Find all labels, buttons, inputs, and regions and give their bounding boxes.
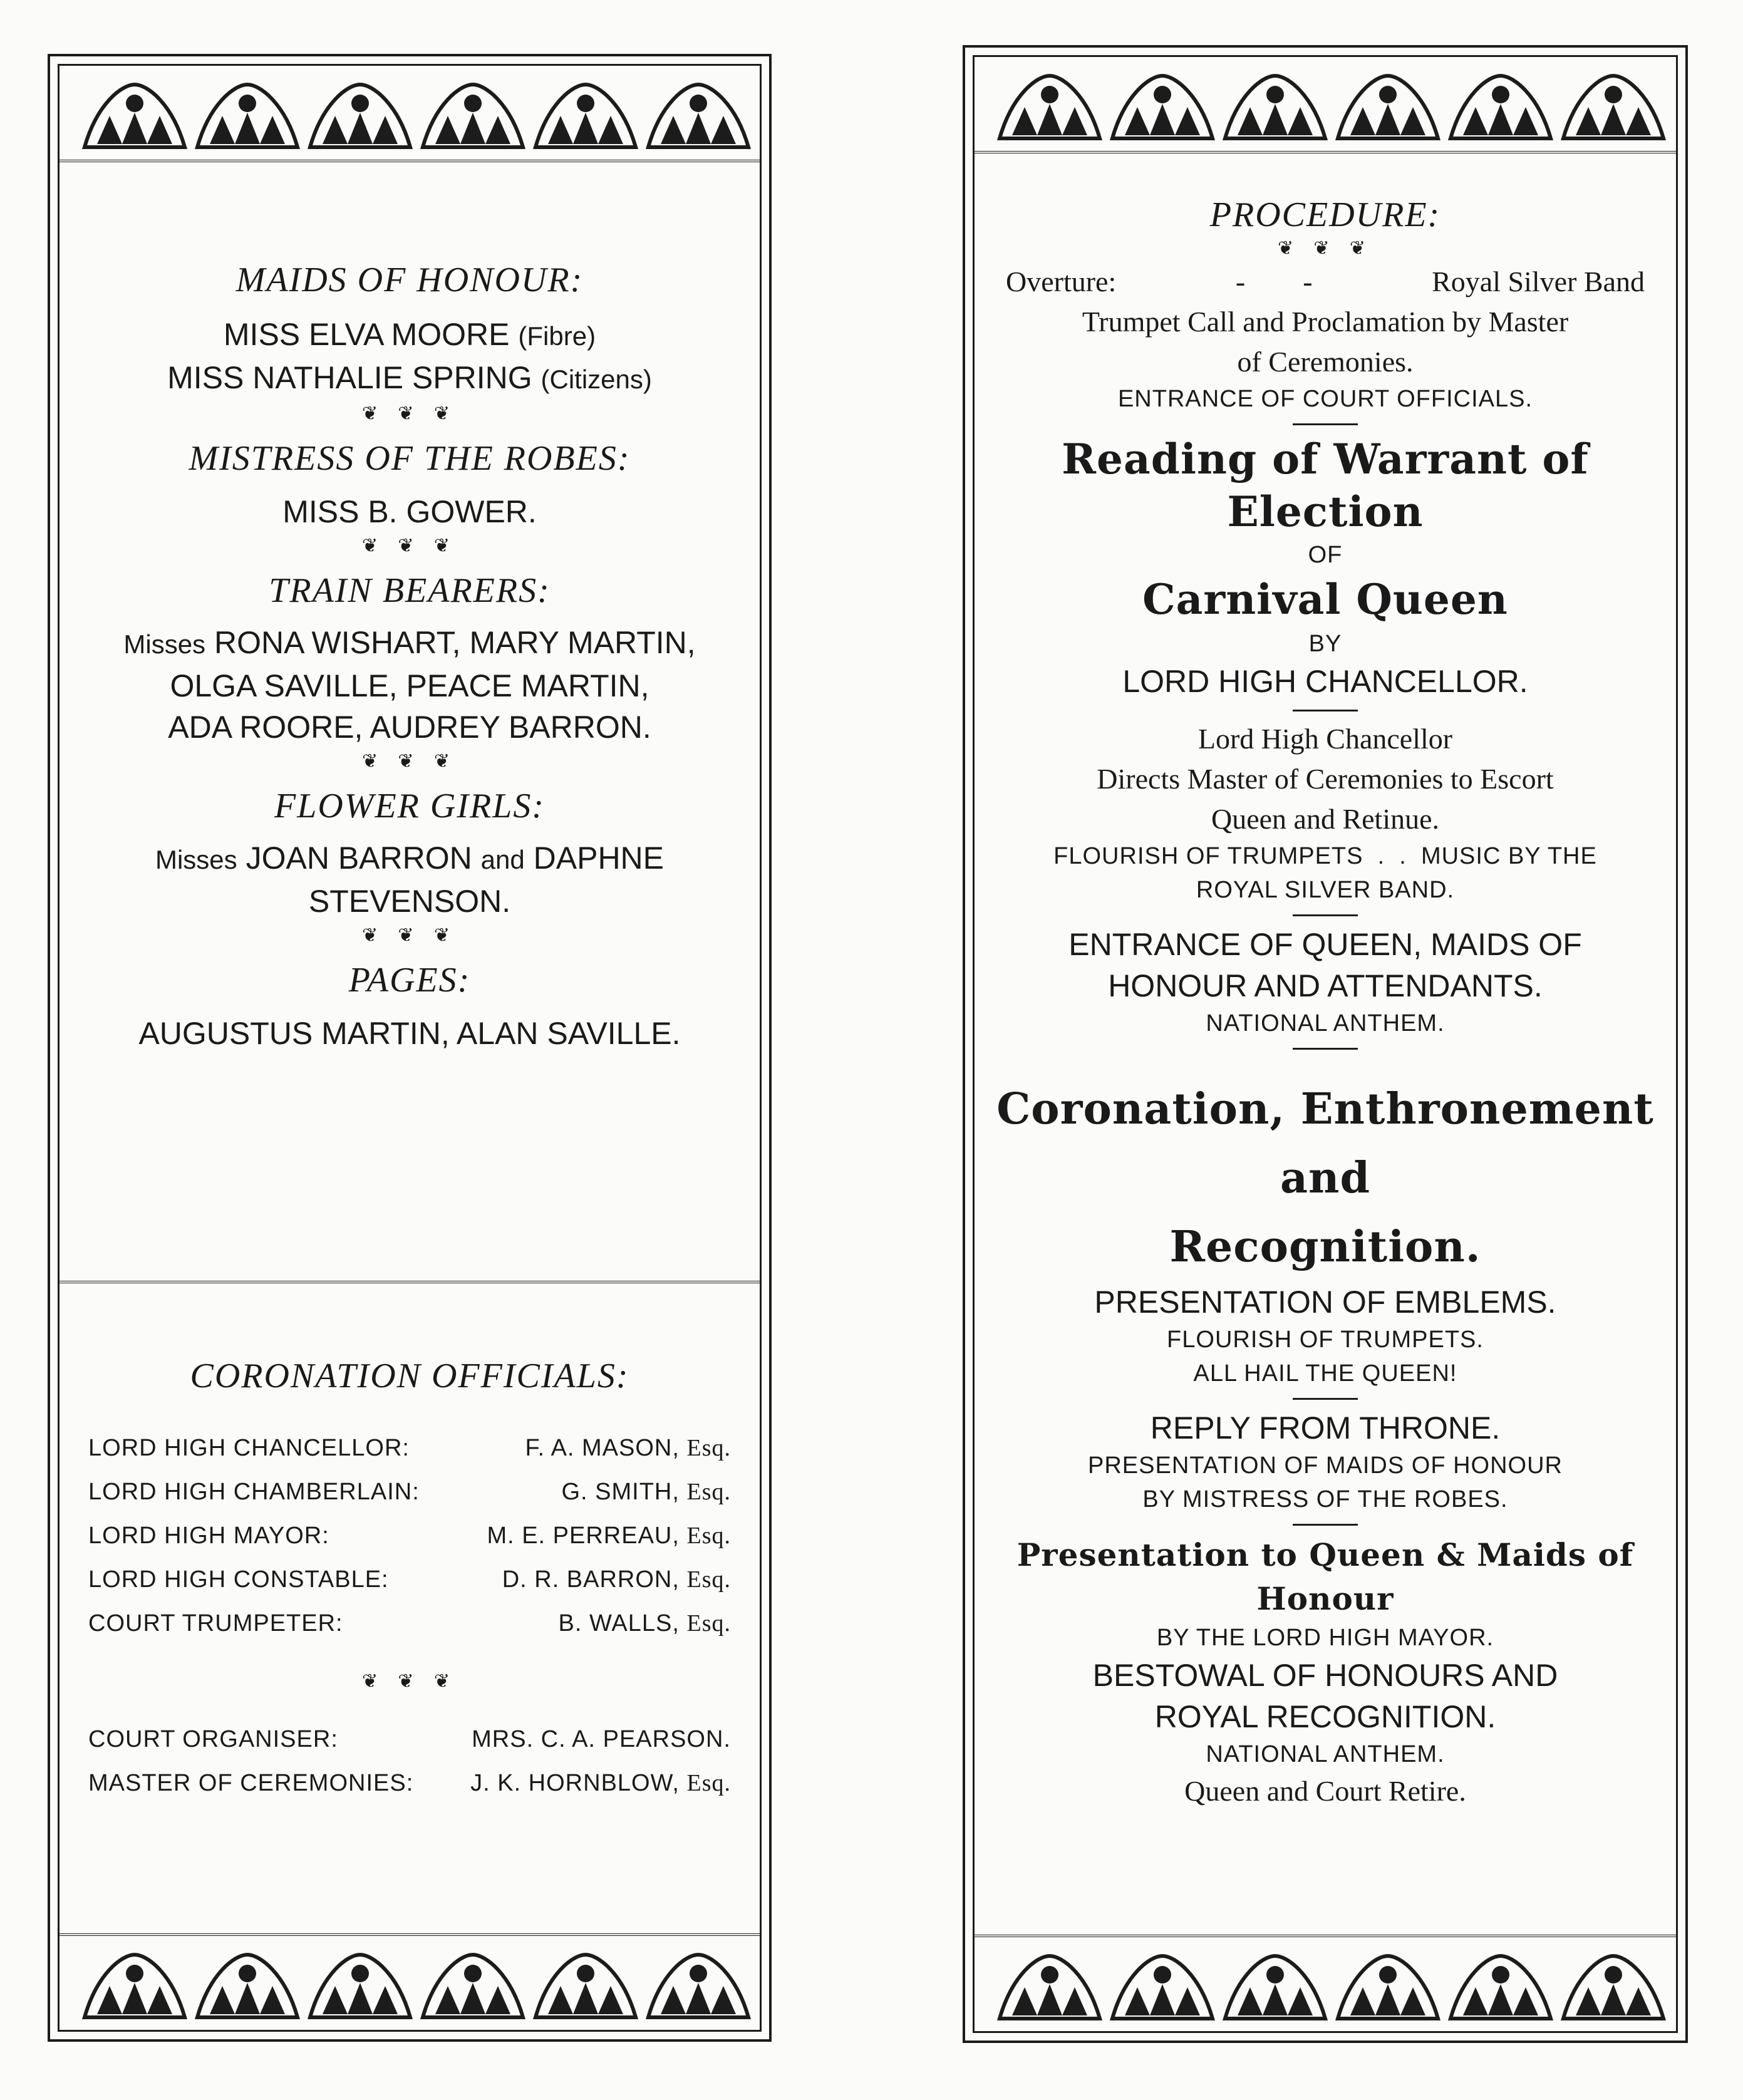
directs-line: Queen and Retinue. (1211, 803, 1440, 835)
train-line (72, 622, 747, 665)
fleuron-ornament: ❦ ❦ ❦ (361, 535, 458, 556)
officials-heading: CORONATION OFFICIALS: (190, 1357, 629, 1395)
officials-section (88, 1356, 731, 1805)
presentation-queen-title: Presentation to Queen & Maids of Honour (1016, 1536, 1634, 1617)
flourish-line: ROYAL SILVER BAND. (1196, 877, 1455, 903)
bestowal-line: ROYAL RECOGNITION. (1154, 1699, 1496, 1734)
presentation-maids-line: BY MISTRESS OF THE ROBES. (1142, 1486, 1508, 1513)
train-line: OLGA SAVILLE, PEACE MARTIN, (170, 668, 649, 703)
floral-border-ornament (975, 1937, 1676, 2031)
fleuron-ornament: ❦ ❦ ❦ (361, 925, 458, 946)
official-esq: Esq. (686, 1566, 731, 1593)
short-rule (1293, 423, 1358, 425)
fleuron-ornament: ❦ ❦ ❦ (361, 1671, 458, 1692)
maid-note: (Fibre) (518, 321, 596, 351)
official-row (88, 1761, 731, 1805)
fleuron-ornament: ❦ ❦ ❦ (1277, 238, 1373, 259)
official-name: MRS. C. A. PEARSON. (472, 1726, 731, 1752)
floral-border-ornament (975, 57, 1676, 151)
maid-name: MISS ELVA MOORE (223, 317, 510, 352)
flower-line (72, 837, 747, 881)
official-name: M. E. PERREAU, (487, 1523, 680, 1549)
entrance-officials: ENTRANCE OF COURT OFFICIALS. (1117, 386, 1533, 412)
maid-line (72, 314, 747, 357)
official-name: G. SMITH, (561, 1479, 680, 1505)
official-name: D. R. BARRON, (502, 1566, 680, 1593)
flower-and: and (480, 845, 525, 874)
robes-heading: MISTRESS OF THE ROBES: (189, 439, 631, 478)
floral-border-ornament (59, 1936, 760, 2030)
of-word: OF (1308, 542, 1343, 568)
official-title: COURT TRUMPETER: (88, 1610, 343, 1637)
official-name: F. A. MASON, (525, 1435, 680, 1461)
official-row (88, 1514, 731, 1558)
bottom-ornamental-band (59, 1933, 760, 2030)
section-divider (59, 1281, 760, 1283)
all-hail-line: ALL HAIL THE QUEEN! (1193, 1360, 1457, 1387)
flourish-line: FLOURISH OF TRUMPETS . . MUSIC BY THE (1053, 843, 1597, 869)
reply-line: REPLY FROM THRONE. (1150, 1410, 1501, 1446)
bottom-ornamental-band (975, 1935, 1676, 2031)
flower-name: DAPHNE (533, 841, 665, 876)
official-row (88, 1601, 731, 1645)
retire-line: Queen and Court Retire. (1184, 1775, 1466, 1807)
maid-note: (Citizens) (540, 365, 652, 394)
coronation-title: Recognition. (1169, 1222, 1481, 1272)
fleuron-ornament: ❦ ❦ ❦ (361, 403, 458, 424)
official-name: J. K. HORNBLOW, (470, 1770, 680, 1796)
official-name: B. WALLS, (558, 1610, 680, 1637)
train-list (72, 622, 747, 748)
pages-names: AUGUSTUS MARTIN, ALAN SAVILLE. (138, 1016, 681, 1051)
left-inner-border (58, 64, 762, 2032)
maids-heading: MAIDS OF HONOUR: (235, 261, 584, 299)
overture-label: Overture: (1006, 266, 1117, 297)
national-anthem: NATIONAL ANTHEM. (1206, 1010, 1445, 1037)
short-rule (1293, 1524, 1358, 1526)
official-title: LORD HIGH MAYOR: (88, 1523, 329, 1549)
lord-chancellor: LORD HIGH CHANCELLOR. (1122, 664, 1528, 699)
entrance-queen-line: ENTRANCE OF QUEEN, MAIDS OF (1068, 927, 1582, 962)
official-title: MASTER OF CEREMONIES: (88, 1770, 414, 1796)
top-ornamental-band (59, 66, 760, 162)
directs-line: Lord High Chancellor (1197, 723, 1453, 755)
official-esq: Esq. (686, 1435, 731, 1461)
directs-line: Directs Master of Ceremonies to Escort (1097, 763, 1554, 795)
pages-heading: PAGES: (348, 961, 471, 1000)
short-rule (1293, 914, 1358, 916)
entrance-queen-line: HONOUR AND ATTENDANTS. (1108, 968, 1543, 1003)
carnival-queen-title: Carnival Queen (1142, 575, 1508, 624)
official-row (88, 1558, 731, 1601)
official-row (88, 1426, 731, 1470)
robes-name: MISS B. GOWER. (282, 494, 537, 529)
by-word: BY (1308, 631, 1342, 657)
official-esq: Esq. (686, 1479, 731, 1505)
flower-list (72, 837, 747, 922)
official-title: LORD HIGH CONSTABLE: (88, 1566, 389, 1593)
maids-list (72, 314, 747, 400)
trumpet-line: Trumpet Call and Proclamation by Master (1082, 306, 1569, 338)
emblems-line: PRESENTATION OF EMBLEMS. (1094, 1285, 1556, 1320)
by-mayor-line: BY THE LORD HIGH MAYOR. (1156, 1625, 1494, 1651)
official-title: LORD HIGH CHAMBERLAIN: (88, 1479, 420, 1505)
train-heading: TRAIN BEARERS: (269, 571, 551, 610)
officials-list (88, 1426, 731, 1645)
official-esq: Esq. (686, 1770, 731, 1796)
flower-name: JOAN BARRON (246, 841, 472, 876)
overture-band: Royal Silver Band (1432, 266, 1645, 297)
floral-border-ornament (59, 66, 760, 160)
flourish-line: FLOURISH OF TRUMPETS. (1167, 1327, 1484, 1353)
warrant-title: Reading of Warrant of Election (1062, 435, 1589, 536)
short-rule (1293, 1398, 1358, 1400)
procedure-section (993, 195, 1657, 1811)
official-title: LORD HIGH CHANCELLOR: (88, 1435, 410, 1461)
official-esq: Esq. (686, 1523, 731, 1549)
court-staff-list (88, 1717, 731, 1805)
left-programme-panel (48, 54, 772, 2042)
train-names: RONA WISHART, MARY MARTIN, (214, 625, 696, 660)
flower-prefix: Misses (155, 845, 237, 874)
flower-line: STEVENSON. (308, 884, 511, 919)
short-rule (1293, 1048, 1358, 1050)
fleuron-ornament: ❦ ❦ ❦ (361, 751, 458, 772)
official-row (88, 1470, 731, 1514)
bestowal-line: BESTOWAL OF HONOURS AND (1092, 1658, 1558, 1693)
overture-dashes: - - (1235, 266, 1313, 297)
right-procedure-panel (963, 45, 1688, 2043)
presentation-maids-line: PRESENTATION OF MAIDS OF HONOUR (1088, 1452, 1563, 1479)
maid-name: MISS NATHALIE SPRING (167, 360, 532, 395)
flower-heading: FLOWER GIRLS: (274, 787, 545, 825)
maid-line (72, 357, 747, 400)
official-esq: Esq. (686, 1610, 731, 1637)
coronation-title: Coronation, Enthronement and (996, 1084, 1654, 1203)
overture-row (993, 262, 1657, 302)
trumpet-line: of Ceremonies. (1237, 346, 1414, 378)
short-rule (1293, 710, 1358, 711)
train-line: ADA ROORE, AUDREY BARRON. (168, 710, 651, 745)
train-prefix: Misses (123, 629, 206, 659)
official-row (88, 1717, 731, 1761)
procedure-heading: PROCEDURE: (1209, 195, 1441, 234)
top-ornamental-band (975, 57, 1676, 153)
right-inner-border (973, 55, 1678, 2033)
official-title: COURT ORGANISER: (88, 1726, 338, 1752)
national-anthem: NATIONAL ANTHEM. (1206, 1741, 1445, 1767)
court-section (72, 260, 747, 1054)
